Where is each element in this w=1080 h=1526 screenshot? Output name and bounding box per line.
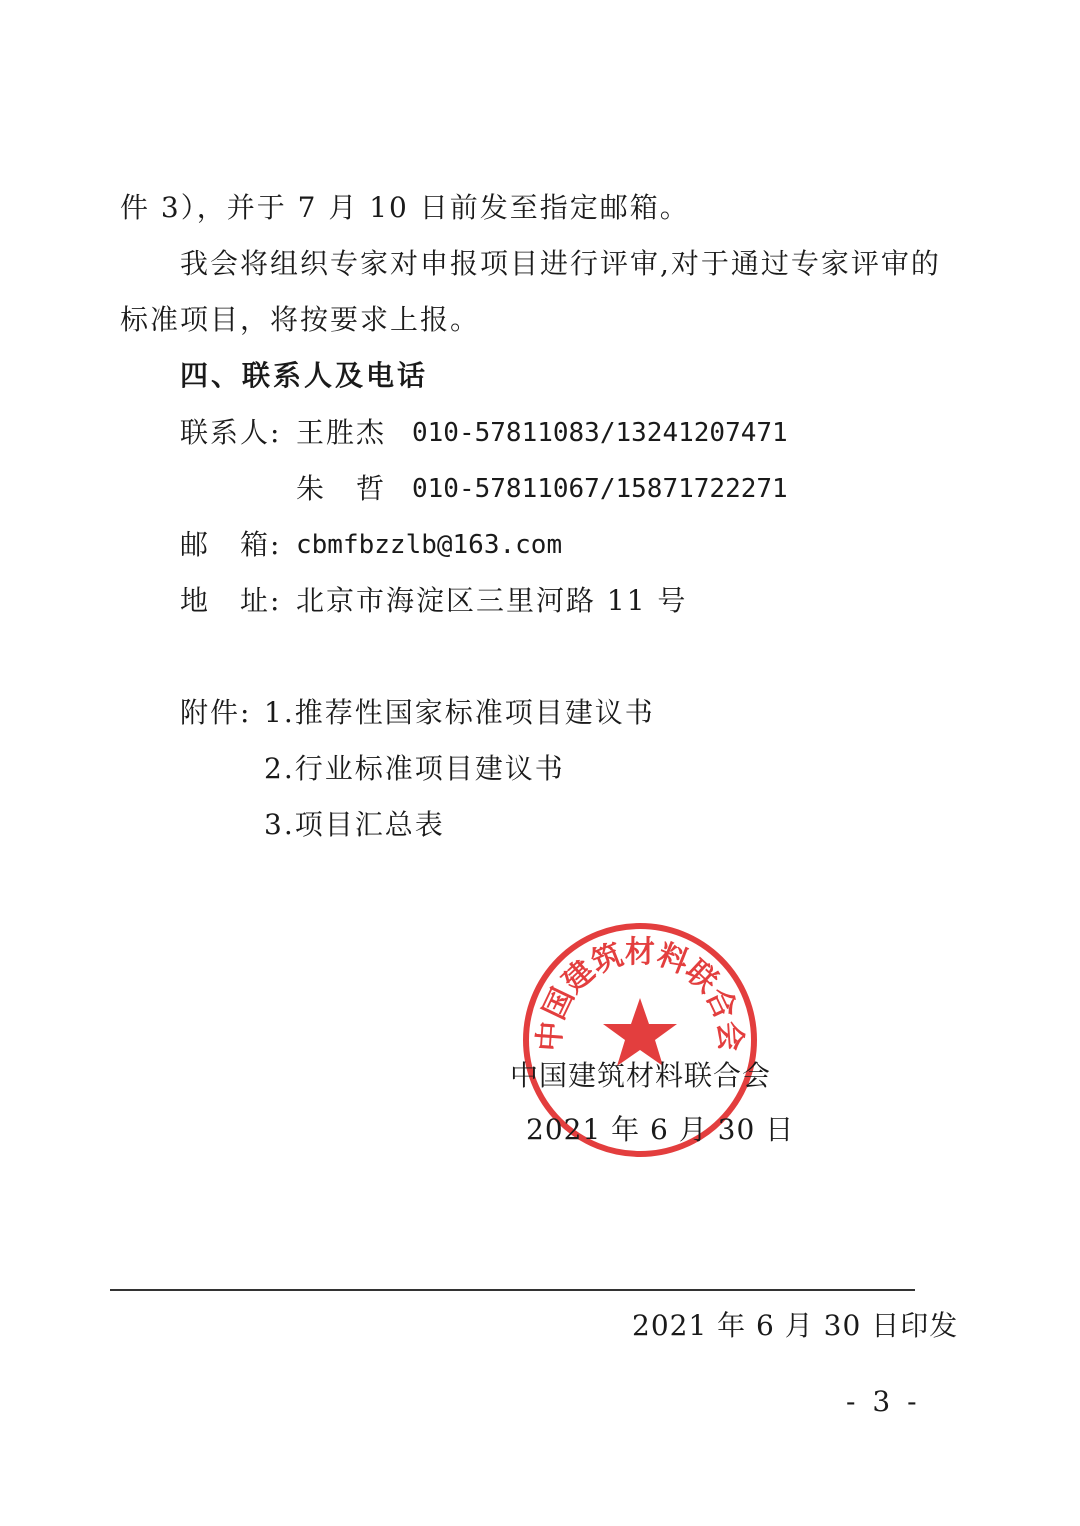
email-label: 邮 箱: — [180, 528, 282, 561]
attachment-item-1: 1.推荐性国家标准项目建议书 — [264, 696, 655, 729]
body-line-2: 我会将组织专家对申报项目进行评审,对于通过专家评审的 — [180, 247, 941, 280]
contact-phone-2: 010-57811067/15871722271 — [412, 474, 788, 504]
contact-name-2: 朱 哲 — [296, 472, 387, 505]
issue-date: 2021 年 6 月 30 日印发 — [632, 1309, 959, 1342]
email-address: cbmfbzzlb@163.com — [296, 530, 563, 560]
contact-name-1: 王胜杰 — [296, 416, 387, 449]
signature-organization: 中国建筑材料联合会 — [510, 1059, 772, 1092]
body-line-1: 件 3），并于 7 月 10 日前发至指定邮箱。 — [120, 191, 690, 224]
body-line-3: 标准项目，将按要求上报。 — [120, 303, 481, 336]
contact-heading: 四、联系人及电话 — [180, 359, 429, 392]
page-number: - 3 - — [846, 1385, 921, 1418]
attachment-item-3: 3.项目汇总表 — [264, 808, 445, 841]
contact-label: 联系人: — [180, 416, 282, 449]
address-label: 地 址: — [180, 584, 282, 617]
attachments-label: 附件: — [180, 696, 252, 729]
address-value: 北京市海淀区三里河路 11 号 — [296, 584, 688, 617]
footer-divider — [110, 1289, 915, 1291]
seal-arc-text: 中国建筑材料联合会 — [532, 935, 748, 1053]
contact-phone-1: 010-57811083/13241207471 — [412, 418, 788, 448]
attachment-item-2: 2.行业标准项目建议书 — [264, 752, 565, 785]
signature-date: 2021 年 6 月 30 日 — [526, 1113, 795, 1146]
